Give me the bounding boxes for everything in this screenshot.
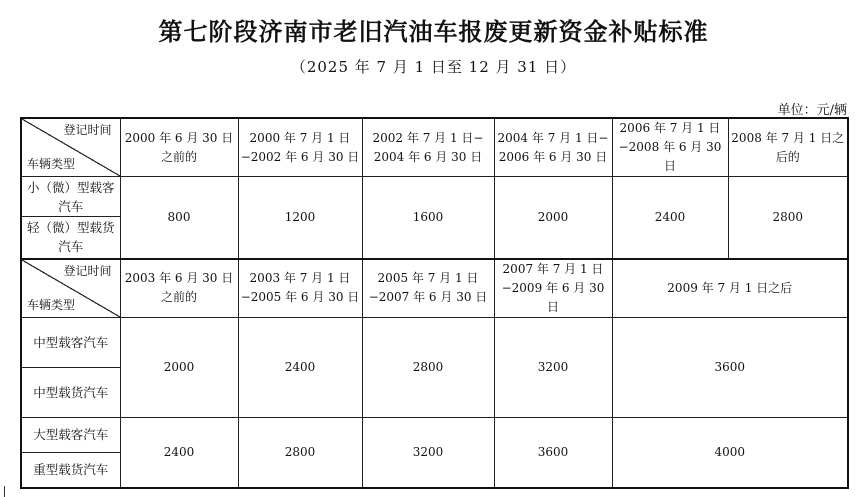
subsidy-value: 2400 (612, 177, 728, 259)
subsidy-table (20, 117, 849, 489)
subsidy-value: 2800 (362, 317, 494, 417)
header-registration-time: 登记时间 (63, 263, 112, 278)
subsidy-value: 1600 (362, 177, 494, 259)
period-header: 2008 年 7 月 1 日之 后的 (728, 118, 848, 177)
table-row (21, 417, 848, 452)
period-header: 2000 年 6 月 30 日 之前的 (120, 118, 238, 177)
vehicle-type-cell: 小（微）型载客 汽车 (21, 177, 120, 217)
subsidy-value: 2800 (238, 417, 362, 488)
subsidy-value: 1200 (238, 177, 362, 259)
page-title: 第七阶段济南市老旧汽油车报废更新资金补贴标准 (158, 18, 709, 46)
subsidy-value: 3200 (494, 317, 612, 417)
period-header: 2000 年 7 月 1 日 −2002 年 6 月 30 日 (238, 118, 362, 177)
diagonal-header-cell (21, 259, 120, 318)
section2-header-row (21, 259, 848, 318)
period-header: 2004 年 7 月 1 日− 2006 年 6 月 30 日 (494, 118, 612, 177)
period-header: 2003 年 6 月 30 日 之前的 (120, 259, 238, 318)
header-registration-time: 登记时间 (63, 123, 112, 137)
header-vehicle-type: 车辆类型 (27, 297, 76, 312)
header-vehicle-type: 车辆类型 (27, 157, 76, 171)
diagonal-header-cell (21, 118, 120, 177)
period-header: 2003 年 7 月 1 日 −2005 年 6 月 30 日 (238, 259, 362, 318)
subsidy-value: 4000 (612, 417, 848, 488)
period-header: 2002 年 7 月 1 日− 2004 年 6 月 30 日 (362, 118, 494, 177)
period-header: 2006 年 7 月 1 日 −2008 年 6 月 30 日 (612, 118, 728, 177)
text-cursor (4, 486, 5, 497)
page-subtitle: （2025 年 7 月 1 日至 12 月 31 日） (290, 58, 577, 76)
subsidy-value: 2400 (120, 417, 238, 488)
subsidy-value: 3600 (612, 317, 848, 417)
period-header: 2007 年 7 月 1 日 −2009 年 6 月 30 日 (494, 259, 612, 318)
subsidy-value: 2000 (494, 177, 612, 259)
table-row (21, 177, 848, 217)
subsidy-value: 3600 (494, 417, 612, 488)
table-row (21, 317, 848, 367)
vehicle-type-cell: 中型载货汽车 (21, 367, 120, 417)
subsidy-value: 3200 (362, 417, 494, 488)
period-header: 2009 年 7 月 1 日之后 (612, 259, 848, 318)
subsidy-value: 800 (120, 177, 238, 259)
subsidy-value: 2000 (120, 317, 238, 417)
section1-header-row (21, 118, 848, 177)
subsidy-value: 2400 (238, 317, 362, 417)
vehicle-type-cell: 重型载货汽车 (21, 452, 120, 488)
unit-note: 单位：元/辆 (777, 103, 847, 118)
vehicle-type-cell: 中型载客汽车 (21, 317, 120, 367)
vehicle-type-cell: 轻（微）型载货 汽车 (21, 217, 120, 259)
period-header: 2005 年 7 月 1 日 −2007 年 6 月 30 日 (362, 259, 494, 318)
subsidy-value: 2800 (728, 177, 848, 259)
vehicle-type-cell: 大型载客汽车 (21, 417, 120, 452)
